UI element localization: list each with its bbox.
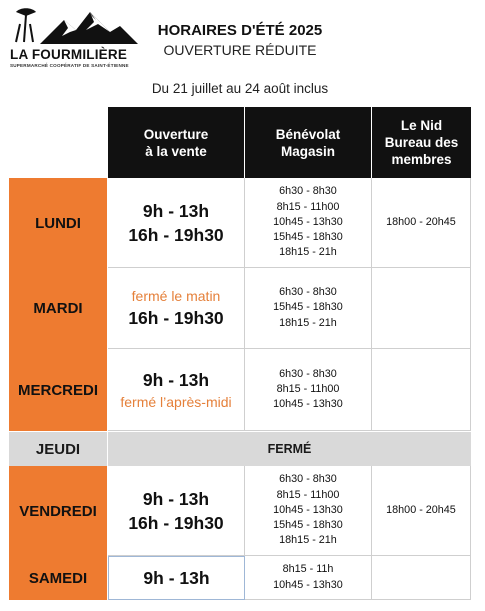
shift: 15h45 - 18h30: [273, 301, 343, 314]
shift: 6h30 - 8h30: [279, 473, 337, 486]
vente-mardi: [108, 268, 245, 349]
date-range: Du 21 juillet au 24 août inclus: [151, 81, 329, 96]
closed-note: fermé le matin: [131, 288, 221, 304]
hours: 16h - 19h30: [128, 224, 224, 245]
shift: 6h30 - 8h30: [279, 286, 337, 299]
day-lundi: LUNDI: [9, 178, 107, 269]
vente-samedi: [108, 556, 245, 600]
column-header-line: Ouverture: [143, 126, 209, 142]
column-header-line: Magasin: [280, 143, 335, 159]
hours: 9h - 13h: [143, 568, 210, 588]
nid-lundi: [372, 178, 471, 268]
hours: 9h - 13h: [142, 200, 210, 221]
logo: [6, 6, 146, 66]
mountain-umbrella-icon: [6, 6, 146, 50]
shift: 18h15 - 21h: [279, 534, 337, 547]
shift: 6h30 - 8h30: [279, 185, 337, 198]
benevolat-lundi: [245, 178, 372, 268]
column-header-vente: [108, 107, 244, 178]
shift: 18h15 - 21h: [279, 316, 337, 329]
closed-jeudi: FERMÉ: [108, 432, 471, 466]
shift: 10h45 - 13h30: [273, 398, 343, 411]
closed-note: fermé l’après-midi: [120, 393, 232, 410]
day-jeudi: JEUDI: [9, 432, 107, 466]
vente-vendredi: [108, 466, 245, 556]
day-vendredi: VENDREDI: [9, 466, 107, 557]
logo-name: LA FOURMILIÈRE: [10, 47, 128, 62]
shift: 10h45 - 13h30: [273, 215, 343, 228]
hours: 9h - 13h: [142, 488, 210, 509]
logo-tagline: SUPERMARCHÉ COOPÉRATIF DE SAINT-ÉTIENNE: [10, 63, 129, 68]
column-header-nid: [372, 107, 471, 178]
day-mardi: MARDI: [9, 268, 107, 350]
hours: 16h - 19h30: [128, 308, 224, 328]
shift: 6h30 - 8h30: [279, 367, 337, 380]
shift: 10h45 - 13h30: [273, 503, 343, 516]
hours: 16h - 19h30: [128, 512, 224, 533]
column-header-line: membres: [391, 152, 452, 167]
vente-mercredi: [108, 349, 245, 431]
nid-vendredi: [372, 466, 471, 556]
shift: 8h15 - 11h: [282, 563, 334, 576]
nid-mardi: [372, 268, 471, 349]
page-subtitle: OUVERTURE RÉDUITE: [163, 42, 317, 58]
benevolat-mercredi: [245, 349, 372, 431]
column-header-line: Le Nid: [400, 118, 443, 133]
nid-hours: 18h00 - 20h45: [386, 503, 456, 516]
benevolat-samedi: [245, 556, 372, 600]
shift: 8h15 - 11h00: [276, 382, 340, 395]
shift: 15h45 - 18h30: [273, 519, 343, 532]
nid-hours: 18h00 - 20h45: [386, 215, 456, 228]
nid-samedi: [372, 556, 471, 600]
column-header-line: Bénévolat: [275, 126, 341, 142]
column-header-line: Bureau des: [384, 135, 459, 150]
benevolat-mardi: [245, 268, 372, 349]
hours: 9h - 13h: [142, 369, 210, 390]
day-samedi: SAMEDI: [9, 556, 107, 601]
page-title: HORAIRES D'ÉTÉ 2025: [157, 22, 323, 39]
benevolat-vendredi: [245, 466, 372, 556]
column-header-line: à la vente: [145, 143, 207, 159]
shift: 15h45 - 18h30: [273, 231, 343, 244]
shift: 10h45 - 13h30: [273, 578, 343, 591]
shift: 8h15 - 11h00: [276, 200, 340, 213]
nid-mercredi: [372, 349, 471, 431]
column-header-benevolat: [245, 107, 371, 178]
shift: 18h15 - 21h: [279, 246, 337, 259]
vente-lundi: [108, 178, 245, 268]
day-mercredi: MERCREDI: [9, 349, 107, 432]
shift: 8h15 - 11h00: [276, 488, 340, 501]
